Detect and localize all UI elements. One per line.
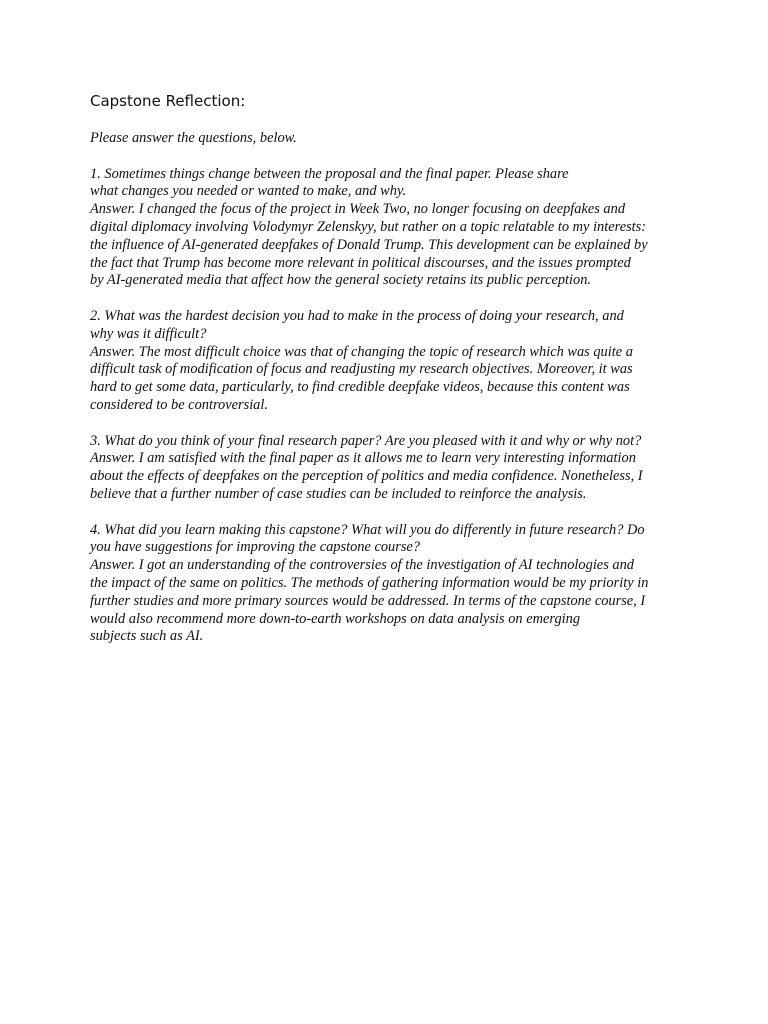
intro-paragraph <box>90 130 690 148</box>
qa-block-3 <box>90 433 690 504</box>
qa-block-2 <box>90 308 690 415</box>
document-page <box>90 0 690 1024</box>
answer-1-line: the fact that Trump has become more relevant in political discourses, and the issues prompted <box>90 254 631 271</box>
answer-3-line: about the effects of deepfakes on the perception of politics and media confidence. Nonetheless, I <box>90 468 643 485</box>
answer-3-line: Answer. I am satisfied with the final paper as it allows me to learn very interesting information <box>90 450 636 467</box>
question-2-line: why was it difficult? <box>90 325 207 342</box>
answer-2-line: hard to get some data, particularly, to find credible deepfake videos, because this content was <box>90 379 630 396</box>
document-body <box>90 130 690 664</box>
answer-4-line: the impact of the same on politics. The methods of gathering information would be my priority in <box>90 574 649 591</box>
question-2-line: 2. What was the hardest decision you had to make in the process of doing your research, and <box>90 307 624 324</box>
answer-4-line: further studies and more primary sources would be addressed. In terms of the capstone course, I <box>90 592 646 609</box>
answer-1-line: digital diplomacy involving Volodymyr Zelenskyy, but rather on a topic relatable to my interests: <box>90 218 647 235</box>
answer-1-line: the influence of AI-generated deepfakes of Donald Trump. This development can be explained by <box>90 236 648 253</box>
question-1-line: 1. Sometimes things change between the proposal and the final paper. Please share <box>90 165 569 182</box>
answer-2-line: considered to be controversial. <box>90 396 268 413</box>
question-4-line: 4. What did you learn making this capstone? What will you do differently in future research? Do <box>90 521 645 538</box>
answer-4-line: Answer. I got an understanding of the controversies of the investigation of AI technologies and <box>90 557 634 574</box>
intro-line: Please answer the questions, below. <box>90 130 297 146</box>
answer-2-line: Answer. The most difficult choice was that of changing the topic of research which was quite a <box>90 343 633 360</box>
qa-block-4 <box>90 522 690 647</box>
question-1-line: what changes you needed or wanted to make, and why. <box>90 183 407 200</box>
answer-1-line: by AI-generated media that affect how the general society retains its public perception. <box>90 272 592 289</box>
qa-block-1 <box>90 166 690 291</box>
answer-4-line: subjects such as AI. <box>90 628 204 645</box>
question-4-line: you have suggestions for improving the capstone course? <box>90 539 421 556</box>
answer-4-line: would also recommend more down-to-earth workshops on data analysis on emerging <box>90 610 581 627</box>
answer-2-line: difficult task of modification of focus and readjusting my research objectives. Moreover, it was <box>90 361 633 378</box>
answer-1-line: Answer. I changed the focus of the project in Week Two, no longer focusing on deepfakes and <box>90 201 626 218</box>
answer-3-line: believe that a further number of case studies can be included to reinforce the analysis. <box>90 485 587 502</box>
question-3-line: 3. What do you think of your final research paper? Are you pleased with it and why or why not? <box>90 432 642 449</box>
document-title: Capstone Reflection: <box>90 92 246 110</box>
